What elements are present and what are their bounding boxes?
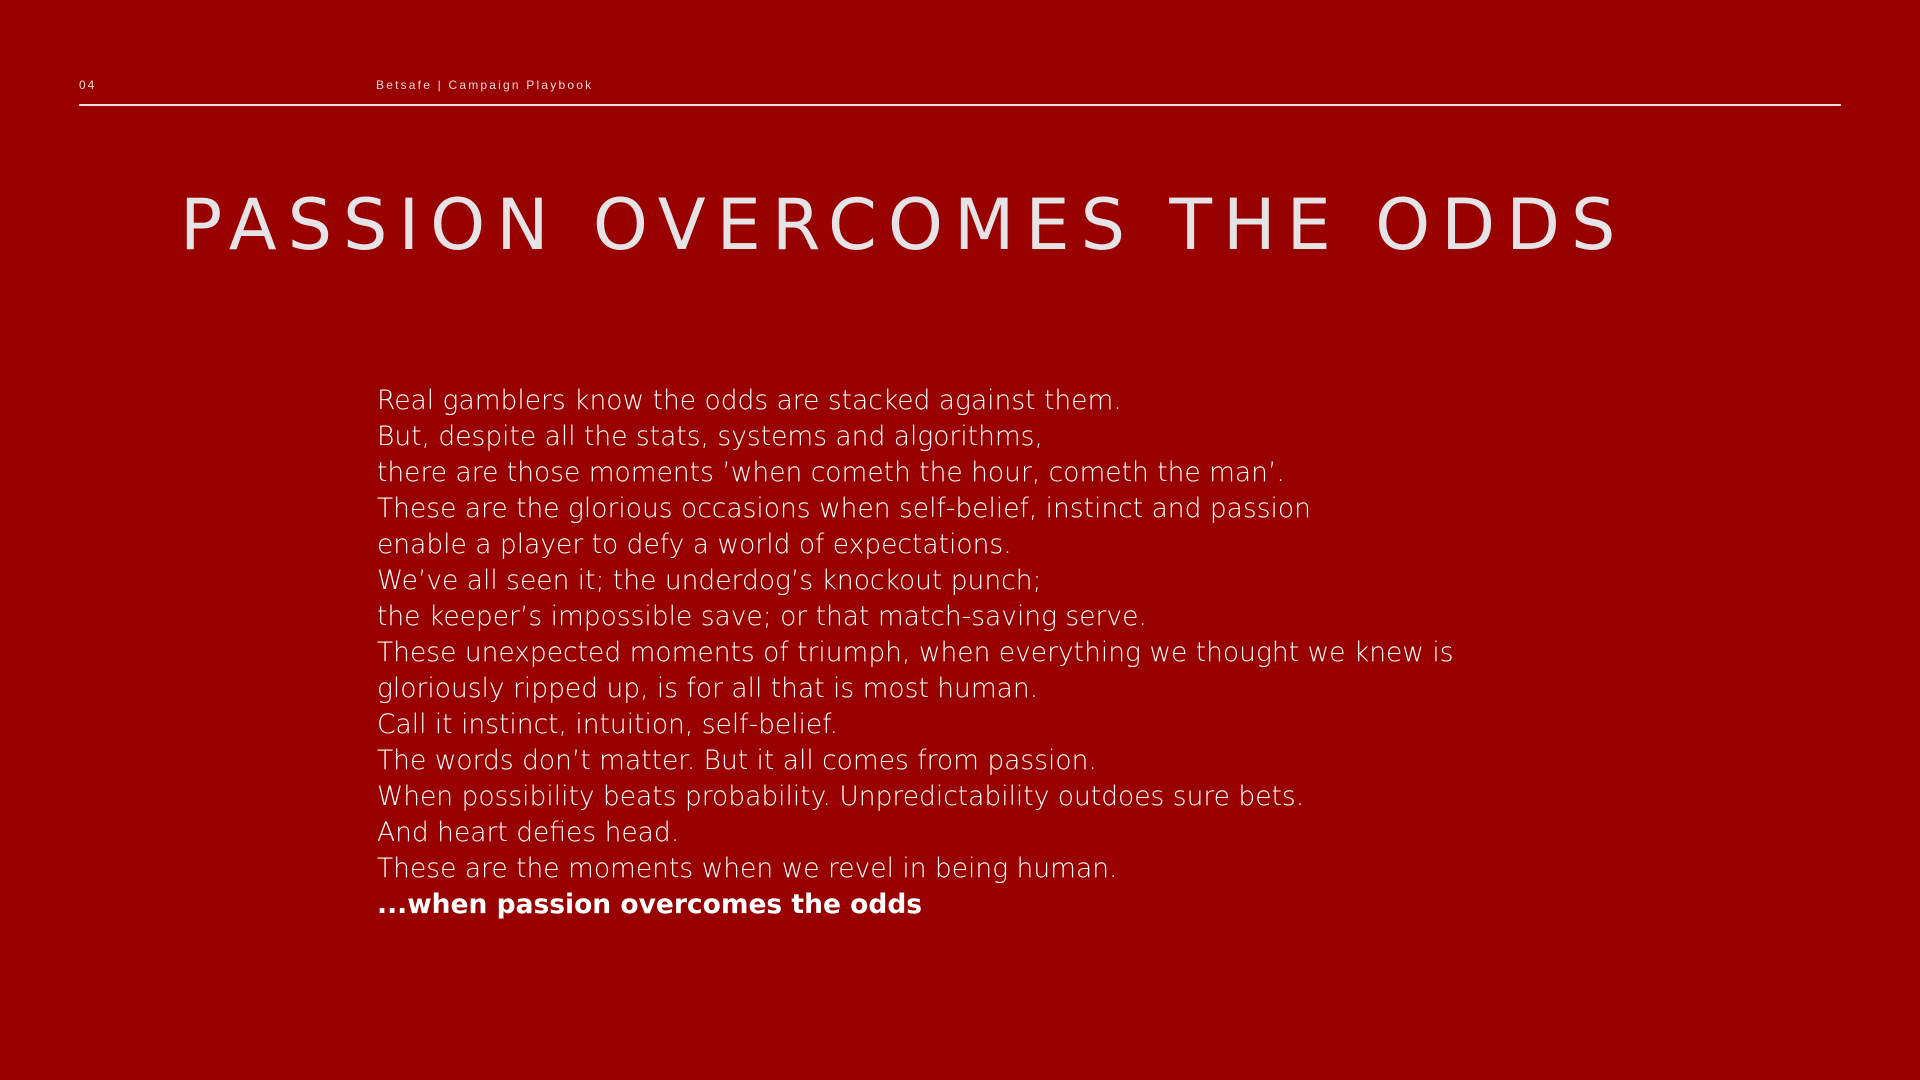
header-divider [79, 104, 1841, 106]
body-line: there are those moments ’when cometh the hour, cometh the man’. [377, 457, 1285, 488]
body-line: gloriously ripped up, is for all that is most human. [377, 673, 1039, 704]
body-line: The words don’t matter. But it all comes from passion. [377, 745, 1097, 776]
page-title: PASSION OVERCOMES THE ODDS [180, 184, 1627, 266]
running-header: Betsafe | Campaign Playbook [376, 78, 594, 92]
closing-line: ...when passion overcomes the odds [377, 889, 923, 920]
body-line: These unexpected moments of triumph, when everything we thought we knew is [377, 637, 1454, 668]
body-line: the keeper’s impossible save; or that match-saving serve. [377, 601, 1147, 632]
body-line: And heart defies head. [377, 817, 680, 848]
body-line: Real gamblers know the odds are stacked against them. [377, 385, 1122, 416]
page-number: 04 [79, 78, 97, 92]
body-line: When possibility beats probability. Unpredictability outdoes sure bets. [377, 781, 1305, 812]
body-line: But, despite all the stats, systems and algorithms, [377, 421, 1043, 452]
body-line: These are the moments when we revel in being human. [377, 853, 1118, 884]
body-line: We’ve all seen it; the underdog’s knockout punch; [377, 565, 1042, 596]
body-copy [377, 383, 1697, 923]
body-line: These are the glorious occasions when self-belief, instinct and passion [377, 493, 1311, 524]
body-line: enable a player to defy a world of expectations. [377, 529, 1012, 560]
body-line: Call it instinct, intuition, self-belief. [377, 709, 839, 740]
